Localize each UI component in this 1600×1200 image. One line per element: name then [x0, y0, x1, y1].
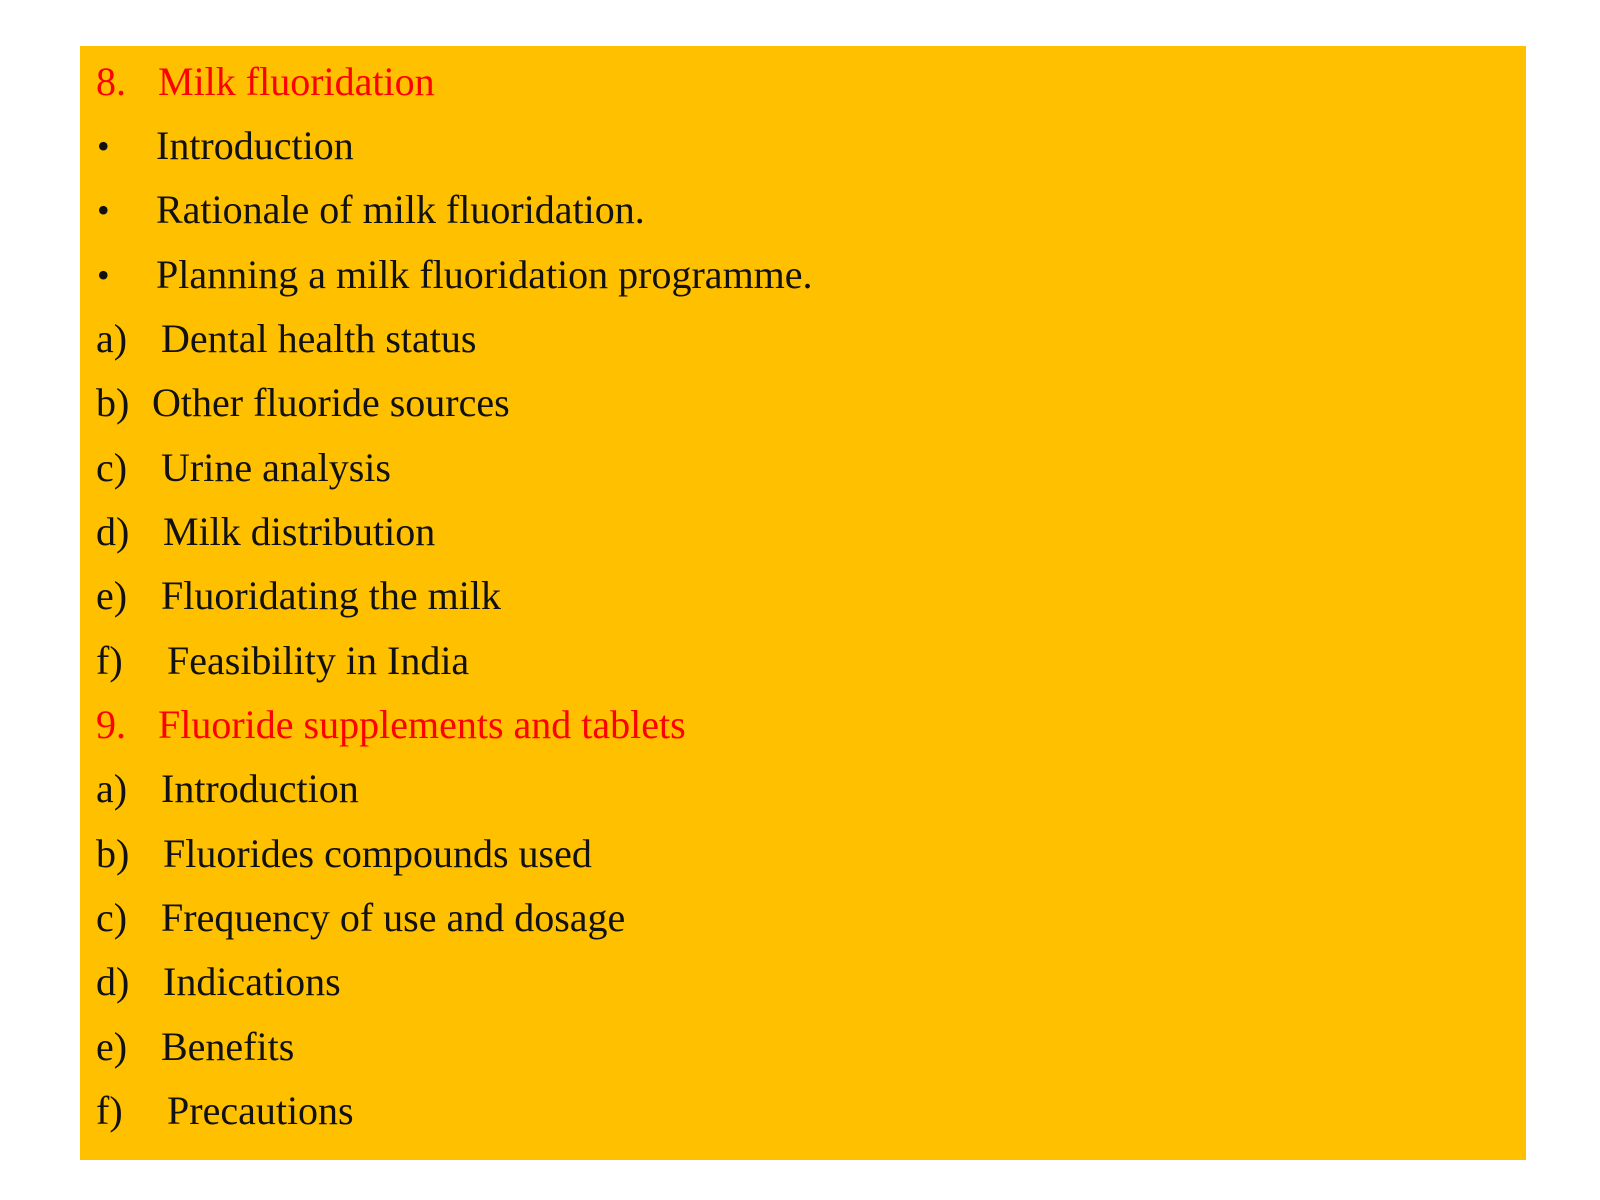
list-item-text: Benefits: [161, 1024, 295, 1069]
list-item-text: Dental health status: [161, 316, 477, 361]
list-item-text: Rationale of milk fluoridation.: [156, 187, 645, 232]
list-marker: e): [96, 1024, 128, 1069]
list-marker: c): [96, 895, 128, 940]
list-marker: f): [96, 638, 123, 683]
list-item-text: Fluoride supplements and tablets: [158, 702, 686, 747]
list-marker: c): [96, 445, 128, 490]
section-heading-milk-fluoridation: [80, 52, 1526, 112]
list-marker: d): [96, 959, 130, 1004]
list-item: [80, 245, 1526, 305]
list-item-text: Other fluoride sources: [152, 380, 510, 425]
list-item-text: Fluorides compounds used: [163, 831, 592, 876]
list-item: [80, 502, 1526, 562]
list-item: [80, 1017, 1526, 1077]
list-marker: b): [96, 380, 130, 425]
list-item: [80, 631, 1526, 691]
list-item: [80, 309, 1526, 369]
list-item: [80, 759, 1526, 819]
list-item-text: Frequency of use and dosage: [161, 895, 626, 940]
list-item: [80, 1081, 1526, 1141]
list-item: [80, 438, 1526, 498]
list-item-text: Planning a milk fluoridation programme.: [156, 252, 813, 297]
list-item: [80, 566, 1526, 626]
section-heading-fluoride-supplements: [80, 695, 1526, 755]
list-item: [80, 824, 1526, 884]
list-item-text: Feasibility in India: [167, 638, 470, 683]
list-item: [80, 116, 1526, 176]
list-item-text: Milk distribution: [163, 509, 436, 554]
list-item-text: Introduction: [156, 123, 354, 168]
list-item-text: Milk fluoridation: [158, 59, 435, 104]
list-item-text: Precautions: [167, 1088, 354, 1133]
bullet-icon: •: [97, 190, 110, 230]
list-item: [80, 373, 1526, 433]
list-item: [80, 952, 1526, 1012]
list-marker: e): [96, 573, 128, 618]
list-marker: d): [96, 509, 130, 554]
list-marker: a): [96, 316, 128, 361]
bullet-icon: •: [97, 126, 110, 166]
list-item-text: Indications: [163, 959, 341, 1004]
list-marker: 9.: [96, 702, 126, 747]
list-item-text: Urine analysis: [161, 445, 391, 490]
list-item-text: Fluoridating the milk: [161, 573, 501, 618]
bullet-icon: •: [97, 255, 110, 295]
list-marker: 8.: [96, 59, 126, 104]
list-marker: a): [96, 766, 128, 811]
slide-panel: [80, 46, 1526, 1160]
list-item-text: Introduction: [161, 766, 359, 811]
list-item: [80, 888, 1526, 948]
list-item: [80, 180, 1526, 240]
list-marker: b): [96, 831, 130, 876]
list-marker: f): [96, 1088, 123, 1133]
